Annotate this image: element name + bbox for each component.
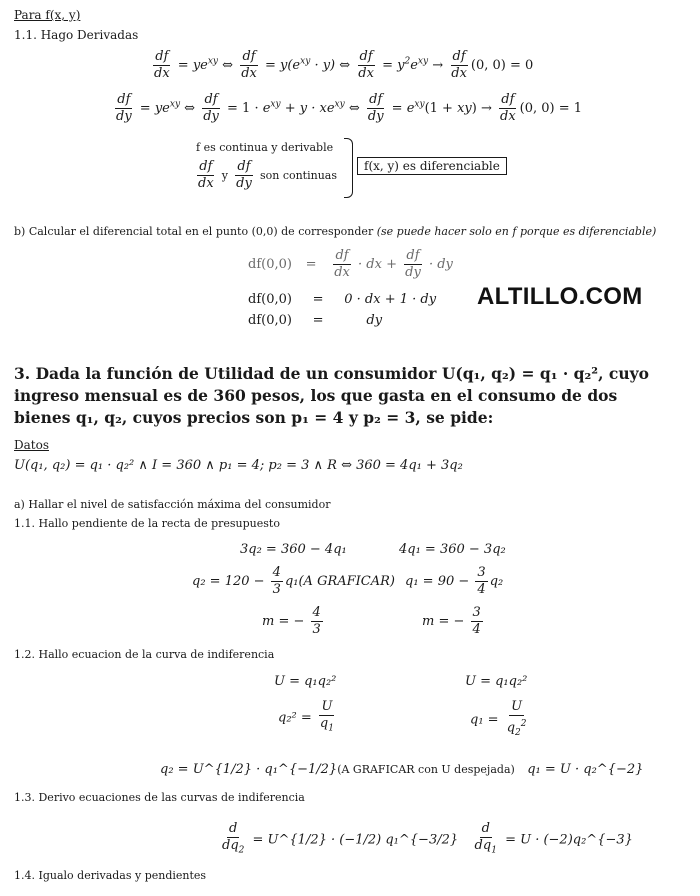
conclusion-box: f(x, y) es diferenciable (357, 157, 507, 175)
budget-eq-right-1: 4q₁ = 360 − 3q₂ (399, 542, 506, 557)
item-1-1-derivadas: 1.1. Hago Derivadas (14, 28, 139, 42)
utility-right-1: U = q₁q₂² (465, 674, 528, 689)
q2-solved-equation: q₂ = U^{1/2} · q₁^{−1/2}(A GRAFICAR con U despejada) q₁ = U · q₂^{−2} (160, 762, 644, 777)
item-1-1-pendiente: 1.1. Hallo pendiente de la recta de presupuesto (14, 517, 280, 530)
datos-equation: U(q₁, q₂) = q₁ · q₂² ∧ I = 360 ∧ p₁ = 4; p₂ = 3 ∧ R ⇔ 360 = 4q₁ + 3q₂ (14, 458, 463, 473)
utility-left-2: q₂² = $\frac{U}{q_1}$ (278, 699, 334, 734)
derivative-equations: $\frac{d}{dq_2}$ = U^{1/2} · (−1/2) q₁^{−3/2} $\frac{d}{dq_1}$ = U · (−2)q₂^{−3} (222, 821, 633, 856)
diff-row-3: df(0,0) = dy (248, 313, 383, 328)
part-b-statement: b) Calcular el diferencial total en el punto (0,0) de corresponder (se puede hacer solo en f porque es diferenciable) (14, 225, 657, 238)
budget-eq-left-1: 3q₂ = 360 − 4q₁ (240, 542, 347, 557)
slope-left: m = − $\frac{4}{3}$ (262, 605, 321, 637)
part-a-statement: a) Hallar el nivel de satisfacción máxima del consumidor (14, 498, 331, 511)
para-label: Para f(x, y) (14, 8, 81, 22)
datos-label: Datos (14, 438, 49, 452)
utility-left-1: U = q₁q₂² (274, 674, 337, 689)
budget-eq-right-2: q₁ = 90 − $\frac{3}{4}$ q₂ (405, 565, 504, 597)
diff-row-2: df(0,0) = 0 · dx + 1 · dy (248, 292, 437, 307)
item-1-3-derivo: 1.3. Derivo ecuaciones de las curvas de indiferencia (14, 791, 305, 804)
item-1-4-igualo: 1.4. Igualo derivadas y pendientes (14, 869, 207, 882)
diff-row-1: df(0,0) = $\frac{df}{dx}$ · dx + $\frac{df}{dy}$ · dy (248, 248, 453, 280)
watermark-logo: ALTILLO.COM (477, 283, 643, 310)
section-3-heading: 3. Dada la función de Utilidad de un consumidor U(q₁, q₂) = q₁ · q₂², cuyo ingreso mensual es de 360 pesos, los que gasta en el consumo de dos bienes q₁, q₂, cuyos precios son p₁ = 4 y p₂ = 3, se pide: (14, 364, 649, 427)
budget-eq-left-2: q₂ = 120 − $\frac{4}{3}$ q₁(A GRAFICAR) (192, 565, 395, 597)
slope-right: m = − $\frac{3}{4}$ (422, 605, 481, 637)
dfdy-equation: $\frac{df}{dy}$ = $ye^{xy}$ ⇔ $\frac{df}{dy}$ = $1 \cdot e^{xy} + y \cdot xe^{xy}$ ⇔ $\frac{df}{dy}$ = $e^{xy}(1 + xy)$ → $\frac{df}{dx}$ (0, 0) = 1 (116, 92, 583, 124)
item-1-2-curva: 1.2. Hallo ecuacion de la curva de indiferencia (14, 648, 275, 661)
condition-partials: $\frac{df}{dx}$ y $\frac{df}{dy}$ son continuas (198, 159, 337, 191)
utility-right-2: q₁ = $\frac{U}{q_2^2}$ (470, 699, 527, 738)
dfdx-equation: $\frac{df}{dx}$ = $ye^{xy}$ ⇔ $\frac{df}{dx}$ = $y(e^{xy} \cdot y)$ ⇔ $\frac{df}{dx}$ = $y^2e^{xy}$ → $\frac{df}{dx}$ (0, 0) = 0 (154, 49, 534, 81)
condition-continuous: f es continua y derivable (196, 141, 334, 154)
right-brace (344, 138, 353, 198)
